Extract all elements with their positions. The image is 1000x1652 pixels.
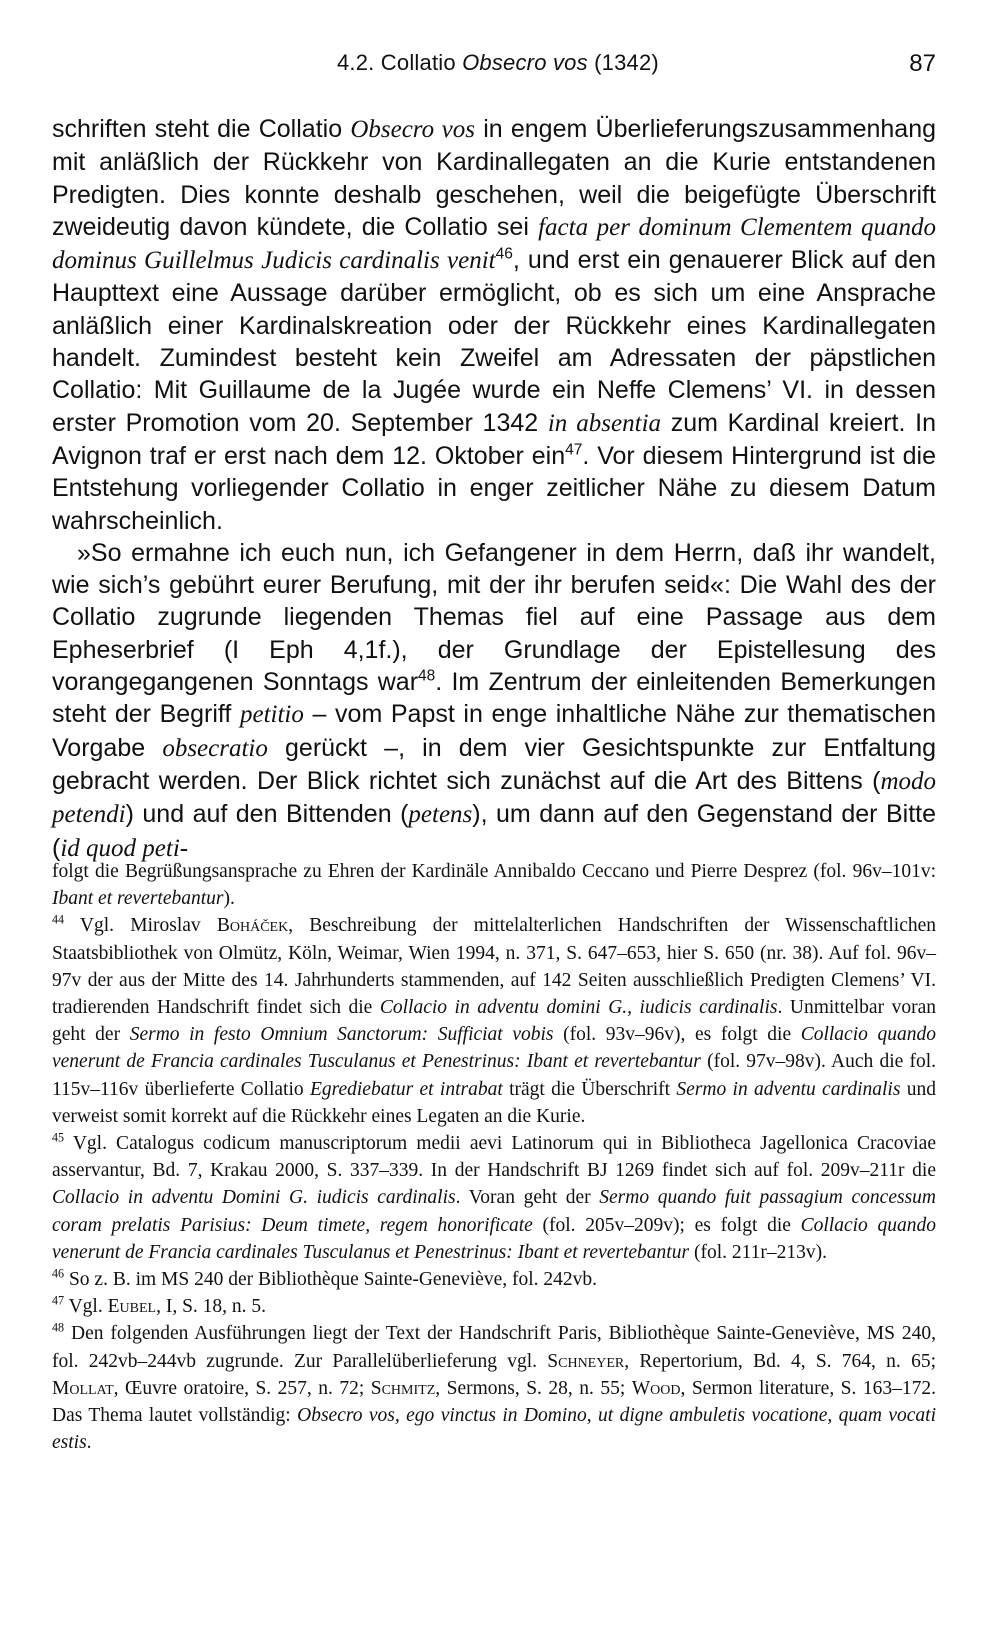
paragraph-2 [52, 537, 936, 865]
italic-run: facta per dominum Clementem quando dominus Guillelmus Judicis cardinalis venit [52, 213, 936, 275]
italic-run: Sermo quando fuit passagium concessum coram prelatis Parisius: Deum timete, regem honorificate [52, 1187, 936, 1236]
text-run: , und erst ein genauerer Blick auf den Haupttext eine Aussage darüber ermöglicht, ob es sich um eine Ansprache anläßlich einer Kardinalskreation oder der Rückkehr eines Kardinallegaten handelt. Zumindest besteht kein Zweifel am Adressaten der päpstlichen Collatio: Mit Guillaume de la Jugée wurde ein Neffe Clemens’ VI. in dessen erster Promotion vom 20. September 1342 [52, 246, 936, 437]
section-title [337, 50, 659, 76]
text-run: Den folgenden Ausführungen liegt der Text der Handschrift Paris, Bibliothèque Sainte-Geneviève, MS 240, fol. 242vb–244vb zugrunde. Zur Parallelüberlieferung vgl. [52, 1323, 936, 1372]
author-name: Eubel [107, 1296, 157, 1318]
text-run: ), um dann auf den Gegenstand der Bitte ( [52, 800, 937, 862]
footnote-48 [52, 1320, 936, 1456]
text-run: gerückt –, in dem vier Gesichtspunkte zur Entfaltung gebracht werden. Der Blick richtet sich zunächst auf die Art des Bittens ( [52, 733, 936, 795]
footnotes [52, 858, 936, 1456]
text-run: (fol. 97v–98v). Auch die fol. 115v–116v überlieferte Collatio [52, 1051, 936, 1100]
italic-run: Collacio quando venerunt de Francia cardinales Tusculanus et Penestrinus: Ibant et revertebantur [52, 1214, 936, 1263]
text-run: folgt die Begrüßungsansprache zu Ehren der Kardinäle Annibaldo Ceccano und Pierre Desprez (fol. 96v–101v: [52, 861, 936, 882]
text-run: und verweist somit korrekt auf die Rückkehr eines Legaten an die Kurie. [52, 1078, 937, 1127]
footnote-number: 44 [52, 912, 65, 927]
footnote-ref-47[interactable]: 47 [565, 441, 583, 459]
text-run: (fol. 211r–213v). [689, 1241, 827, 1263]
text-run: trägt die Überschrift [502, 1078, 677, 1100]
footnote-ref-48[interactable]: 48 [418, 667, 436, 685]
footnote-44 [52, 912, 936, 1130]
italic-run: Ibant et revertebantur [52, 888, 224, 910]
page-number: 87 [909, 50, 936, 77]
paragraph-1 [52, 113, 936, 537]
text-run: . Voran geht der [455, 1187, 600, 1209]
footnote-45 [52, 1130, 936, 1266]
text-run: , Beschreibung der mittelalterlichen Handschriften der Wissenschaftlichen Staatsbibliothek von Olmütz, Köln, Weimar, Wien 1994, n. 371, S. 647–653, hier S. 650 (nr. 38). Auf fol. 96v–97v der aus der Mitte des 14. Jahrhunderts stammenden, auf 142 Seiten ausschließlich Predigten Clemens’ VI. tradierenden Handschrift findet sich die [52, 915, 936, 1019]
text-run: , Sermon literature, S. 163–172. Das Thema lautet vollständig: [52, 1377, 936, 1427]
italic-run: Egrediebatur et intrabat [309, 1078, 503, 1100]
text-run: , Repertorium, Bd. 4, S. 764, n. 65; [624, 1350, 936, 1372]
footnote-46 [52, 1266, 936, 1293]
author-name: Schneyer [547, 1350, 625, 1372]
text-run: . [86, 1432, 92, 1454]
italic-run: Collacio in adventu Domini G. iudicis cardinalis [52, 1187, 456, 1209]
italic-run: Collacio in adventu domini G., iudicis cardinalis [379, 997, 778, 1019]
text-run: , Œuvre oratoire, S. 257, n. 72; [113, 1377, 371, 1399]
footnote-continuation [52, 858, 936, 912]
footnote-ref-46[interactable]: 46 [495, 245, 513, 263]
text-run: Vgl. Catalogus codicum manuscriptorum medii aevi Latinorum qui in Bibliotheca Jagellonica Cracoviae asservantur, Bd. 7, Krakau 2000, S. 337–339. In der Handschrift BJ 1269 findet sich auf fol. 209v–211r die [52, 1133, 936, 1182]
running-header [52, 50, 936, 84]
main-text [52, 113, 936, 865]
text-run: ). [223, 888, 235, 910]
italic-run: petens [408, 801, 473, 829]
footnote-number: 48 [52, 1320, 65, 1335]
footnote-47 [52, 1293, 936, 1320]
footnote-number: 47 [52, 1293, 65, 1308]
section-number-label: 4.2. Collatio [337, 50, 463, 75]
text-run: in engem Überlieferungszusammenhang mit anläßlich der Rückkehr von Kardinallegaten an die Kurie entstandenen Predigten. Dies konnte deshalb geschehen, weil die beigefügte Überschrift zweideutig davon kündete, die Collatio sei [52, 115, 937, 241]
italic-run: in absentia [547, 409, 662, 437]
text-run: . Im Zentrum der einleitenden Bemerkungen steht der Begriff [52, 668, 937, 729]
italic-run: obsecratio [162, 734, 268, 762]
text-run: . Vor diesem Hintergrund ist die Entstehung vorliegender Collatio in enger zeitlicher Nähe zu diesem Datum wahrscheinlich. [52, 441, 936, 535]
text-run: Vgl. Miroslav [64, 915, 217, 937]
text-run: Vgl. [64, 1296, 108, 1318]
italic-run: Obsecro vos [350, 116, 475, 143]
author-name: Mollat [52, 1377, 114, 1399]
text-run: zum Kardinal kreiert. In Avignon traf er erst nach dem 12. Oktober ein [52, 408, 936, 470]
text-run: (fol. 93v–96v), es folgt die [553, 1024, 801, 1046]
text-run: schriften steht die Collatio [52, 115, 351, 143]
text-run: – vom Papst in enge inhaltliche Nähe zur thematischen Vorgabe [52, 700, 936, 762]
italic-run: id quod peti- [60, 834, 189, 862]
section-title-italic: Obsecro vos [462, 50, 588, 75]
text-run: »So ermahne ich euch nun, ich Gefangener in dem Herrn, daß ihr wandelt, wie sich’s gebührt eurer Berufung, mit der ihr berufen seid«: Die Wahl des der Collatio zugrunde liegenden Themas fiel auf eine Passage aus dem Epheserbrief (I Eph 4,1f.), der Grundlage der Epistellesung des vorangegangenen Sonntags war [52, 538, 936, 697]
footnote-number: 46 [52, 1266, 65, 1281]
text-run: , I, S. 18, n. 5. [156, 1296, 267, 1318]
italic-run: Sermo in festo Omnium Sanctorum: Sufficiat vobis [129, 1024, 554, 1046]
author-name: Schmitz [370, 1377, 436, 1399]
italic-run: Obsecro vos, ego vinctus in Domino, ut digne ambuletis vocatione, quam vocati estis [52, 1405, 936, 1454]
italic-run: modo petendi [52, 767, 936, 829]
author-name: Wood [631, 1377, 681, 1399]
footnote-number: 45 [52, 1130, 65, 1145]
italic-run: petitio [240, 701, 304, 729]
italic-run: Collacio quando venerunt de Francia cardinales Tusculanus et Penestrinus: Ibant et revertebantur [52, 1024, 936, 1073]
text-run: So z. B. im MS 240 der Bibliothèque Sainte-Geneviève, fol. 242vb. [64, 1269, 598, 1291]
italic-run: Sermo in adventu cardinalis [676, 1078, 901, 1100]
text-run: ) und auf den Bittenden ( [125, 800, 409, 829]
text-run: , Sermons, S. 28, n. 55; [435, 1377, 632, 1399]
section-year: (1342) [587, 50, 659, 75]
author-name: Boháček [216, 915, 289, 937]
text-run: (fol. 205v–209v); es folgt die [532, 1214, 801, 1236]
text-run: . Unmittelbar voran geht der [52, 997, 937, 1046]
